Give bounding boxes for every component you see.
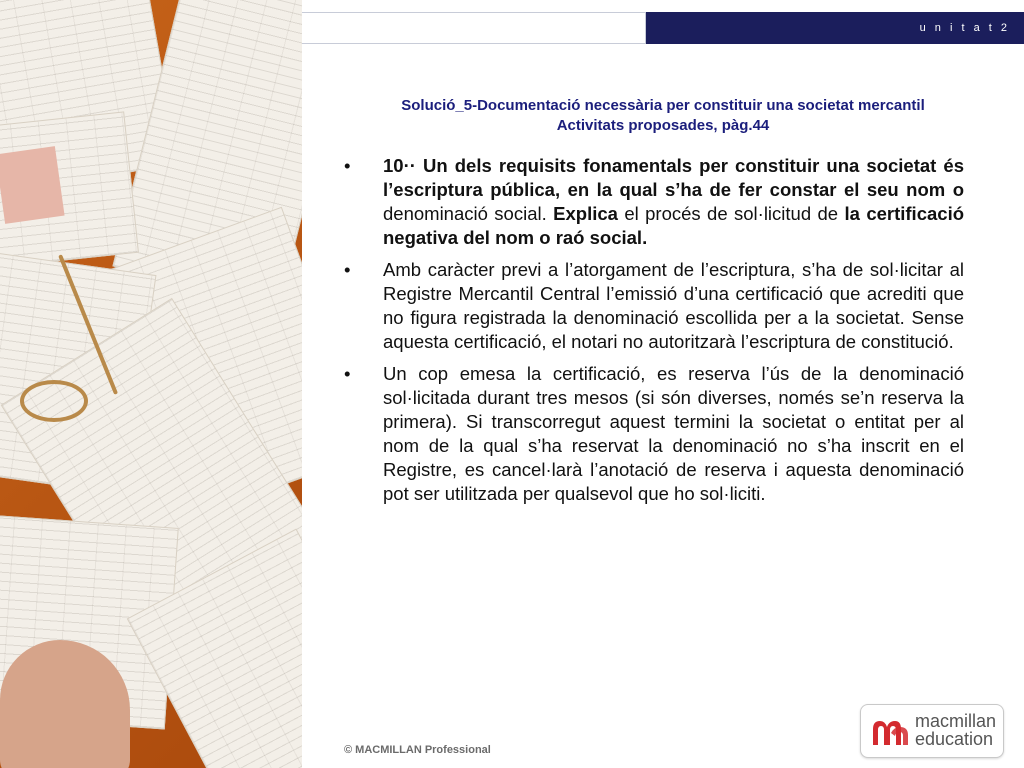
bullet-list <box>344 154 964 514</box>
header-bar-right <box>646 12 1024 44</box>
bullet-item-question <box>344 154 964 250</box>
slide-title <box>302 96 1024 136</box>
bullet-item-answer <box>344 362 964 506</box>
copyright-notice: © MACMILLAN Professional <box>344 744 491 756</box>
bullet-item-answer <box>344 258 964 354</box>
answer-text: Un cop emesa la certificació, es reserva l’ús de la denominació sol·licitada durant tres mesos (si són diverses, només se’n reserva la primera). Si transcorregut aquest termini la societat o entitat per al nom de la qual s’ha reservat la denominació no s’ha inscrit en el Registre, es cancel·larà l’anotació de reserva i aquesta denominació pot ser utilitzada per qualsevol que ho sol·liciti. <box>383 363 964 504</box>
decorative-photo-panel <box>0 0 302 768</box>
bullet-marker: • <box>344 363 351 384</box>
unit-label: u n i t a t 2 <box>919 22 1010 34</box>
pink-sheet <box>0 146 65 224</box>
question-text-bold: Explica <box>553 203 618 224</box>
question-text: denominació social. <box>383 203 554 224</box>
question-text: el procés de sol·licitud de <box>617 203 845 224</box>
logo-text <box>915 712 996 748</box>
answer-text: Amb caràcter previ a l’atorgament de l’escriptura, s’ha de sol·licitar al Registre Mercantil Central l’emissió d’una certificació que acrediti que no figura registrada la denominació escollida per a la societat. Sense aquesta certificació, el notari no autoritzarà l’escriptura de constitució. <box>383 259 964 352</box>
glasses-lens <box>20 380 88 422</box>
bullet-marker: • <box>344 259 351 280</box>
slide-title-line1: Solució_5-Documentació necessària per constituir una societat mercantil <box>401 97 925 114</box>
logo-text-line1: macmillan <box>915 711 997 731</box>
question-text-bold: 10·· Un dels requisits fonamentals per constituir una societat és l’escriptura pública, en la qual s’ha de fer constar el seu nom o <box>383 155 964 200</box>
question-text-bold: la certificació negativa del nom o raó social. <box>383 203 965 248</box>
slide-title-line2: Activitats proposades, pàg.44 <box>556 117 770 134</box>
bullet-marker: • <box>344 155 351 176</box>
macmillan-logo <box>860 704 1004 758</box>
logo-text-line2: education <box>915 729 994 749</box>
macmillan-logo-icon <box>871 715 911 747</box>
header-bar-left <box>302 12 646 44</box>
